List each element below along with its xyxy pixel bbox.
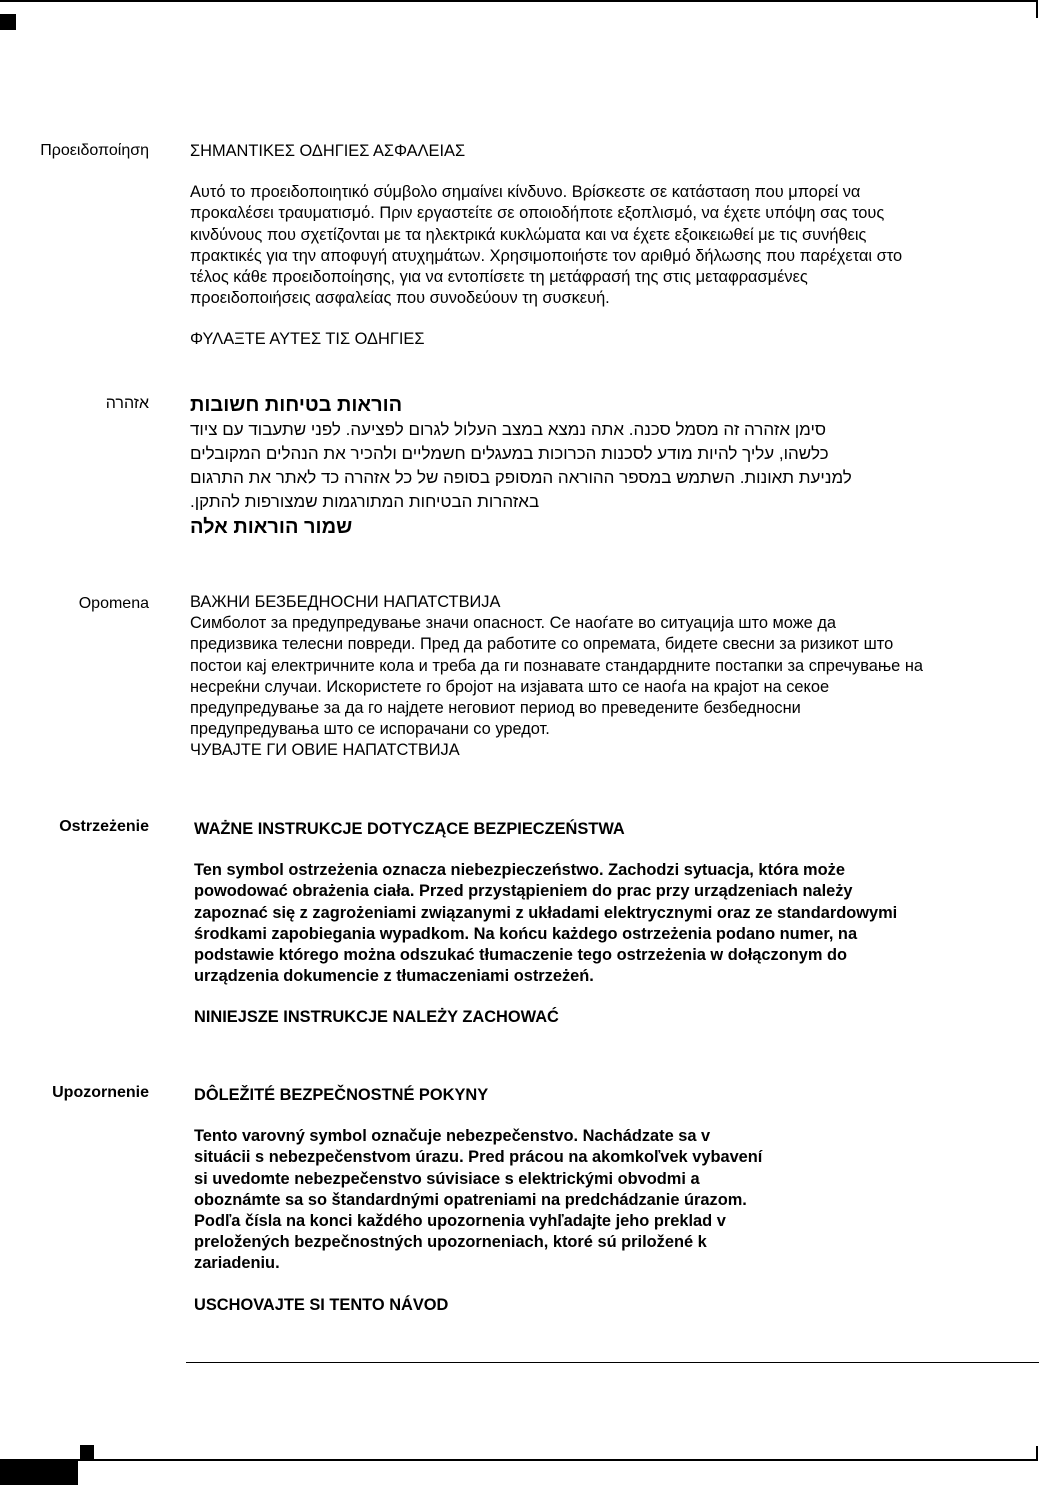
body-line: предупредувања што се испорачани со уредот.: [190, 720, 550, 739]
section-title: ΣΗΜΑΝΤΙΚΕΣ ΟΔΗΓΙΕΣ ΑΣΦΑΛΕΙΑΣ: [190, 142, 466, 160]
bottom-page-tab: [0, 1461, 78, 1485]
section-label: אזהרה: [105, 395, 149, 412]
section-body: [190, 392, 1051, 540]
body-line: πρακτικές για την αποφυγή ατυχημάτων. Χρησιμοποιήστε τον αριθμό δήλωσης που παρέχεται στο: [190, 246, 903, 265]
body-line: כלשהו, עליך להיות מודע לסכנות הכרוכות במעגלים חשמליים ולהכיר את הנהלים המקובלים: [190, 444, 829, 463]
section-footer: ЧУВАЈТЕ ГИ ОВИЕ НАПАТСТВИЈА: [190, 741, 460, 760]
body-line: προειδοποιήσεις ασφαλείας που συνοδεύουν τη συσκευή.: [190, 289, 610, 308]
body-line: Симболот за предупредување значи опасност. Се наоѓате во ситуација што може да: [190, 614, 837, 633]
content-end-rule: [186, 1362, 1039, 1363]
section-body: [194, 1085, 1034, 1316]
body-line: προκαλέσει τραυματισμό. Πριν εργαστείτε σε οποιοδήποτε εξοπλισμό, να έχετε υπόψη σας τους: [190, 204, 885, 223]
body-line: Ten symbol ostrzeżenia oznacza niebezpieczeństwo. Zachodzi sytuacja, która może: [194, 861, 845, 880]
bottom-corner-mark: [80, 1445, 94, 1459]
body-line: предизвика телесни повреди. Пред да работите со опремата, бидете свесни за ризикот што: [190, 635, 894, 654]
body-line: środkami zapobiegania wypadkom. Na końcu każdego ostrzeżenia podano numer, na: [194, 924, 858, 943]
body-line: urządzenia dokumencie z tłumaczeniami ostrzeżeń.: [194, 967, 594, 986]
section-footer: ΦΥΛΑΞΤΕ ΑΥΤΕΣ ΤΙΣ ΟΔΗΓΙΕΣ: [190, 330, 425, 349]
body-line: zariadeniu.: [194, 1254, 280, 1273]
section-label: Ostrzeżenie: [59, 818, 149, 835]
top-corner-tick: [1036, 0, 1038, 18]
body-line: zapoznać się z zagrożeniami związanymi z układami elektrycznymi oraz ze standardowymi: [194, 903, 898, 922]
body-line: Tento varovný symbol označuje nebezpečenstvo. Nachádzate sa v: [194, 1127, 711, 1146]
body-line: oboznámte sa so štandardnými opatreniami na predchádzanie úrazom.: [194, 1190, 747, 1209]
body-line: למניעת תאונות. השתמש במספר ההוראה המסופק בסופה של כל אזהרה כד לאתר את התרגום: [190, 468, 852, 487]
body-line: несреќни случаи. Искористете го бројот на изјавата што се наоѓа на крајот на секое: [190, 677, 830, 696]
top-corner-mark: [0, 14, 16, 30]
body-line: предупредување за да го најдете неговиот период во преведените безбедносни: [190, 699, 801, 718]
body-line: Αυτό το προειδοποιητικό σύμβολο σημαίνει κίνδυνο. Βρίσκεστε σε κατάσταση που μπορεί να: [190, 183, 861, 202]
body-line: situácii s nebezpečenstvom úrazu. Pred prácou na akomkoľvek vybavení: [194, 1148, 763, 1167]
bottom-corner-tick: [1036, 1446, 1038, 1460]
section-title: WAŻNE INSTRUKCJE DOTYCZĄCE BEZPIECZEŃSTWA: [194, 820, 625, 838]
body-line: באזהרות הבטיחות המתורגמות שמצורפות להתקן.: [190, 492, 540, 511]
body-line: podstawie którego można odszukać tłumaczenie tego ostrzeżenia w dołączonym do: [194, 946, 848, 965]
section-title: ВАЖНИ БЕЗБЕДНОСНИ НАПАТСТВИЈА: [190, 593, 501, 611]
top-rule: [0, 0, 1038, 2]
bottom-rule: [0, 1459, 1038, 1461]
body-line: постои кај електричните кола и треба да ги познавате стандардните постапки за спречување на: [190, 656, 923, 675]
section-body: [190, 141, 1030, 351]
section-body: [194, 819, 1034, 1029]
body-line: Podľa čísla na konci každého upozornenia vyhľadajte jeho preklad v: [194, 1212, 726, 1231]
section-label: Upozornenie: [52, 1084, 149, 1101]
body-line: powodować obrażenia ciała. Przed przystąpieniem do prac przy urządzeniach należy: [194, 882, 853, 901]
body-line: τέλος κάθε προειδοποίησης, για να εντοπίσετε τη μετάφρασή της στις μεταφρασμένες: [190, 268, 808, 287]
body-line: si uvedomte nebezpečenstvo súvisiace s elektrickými obvodmi a: [194, 1169, 700, 1188]
body-line: סימן אזהרה זה מסמל סכנה. אתה נמצא במצב העלול לגרום לפציעה. לפני שתעבוד עם ציוד: [190, 420, 827, 439]
section-footer: USCHOVAJTE SI TENTO NÁVOD: [194, 1295, 449, 1314]
section-footer: NINIEJSZE INSTRUKCJE NALEŻY ZACHOWAĆ: [194, 1008, 559, 1027]
section-label: Προειδοποίηση: [40, 142, 149, 159]
section-label: Opomena: [78, 595, 149, 612]
body-line: preložených bezpečnostných upozorneniach, ktoré sú priložené k: [194, 1233, 707, 1252]
section-title: הוראות בטיחות חשובות: [190, 394, 403, 416]
section-footer: שמור הוראות אלה: [190, 516, 353, 538]
section-title: DÔLEŽITÉ BEZPEČNOSTNÉ POKYNY: [194, 1086, 489, 1104]
body-line: κινδύνους που σχετίζονται με τα ηλεκτρικά κυκλώματα και να έχετε εξοικειωθεί με τις συνήθεις: [190, 225, 867, 244]
section-body: [190, 592, 1030, 762]
